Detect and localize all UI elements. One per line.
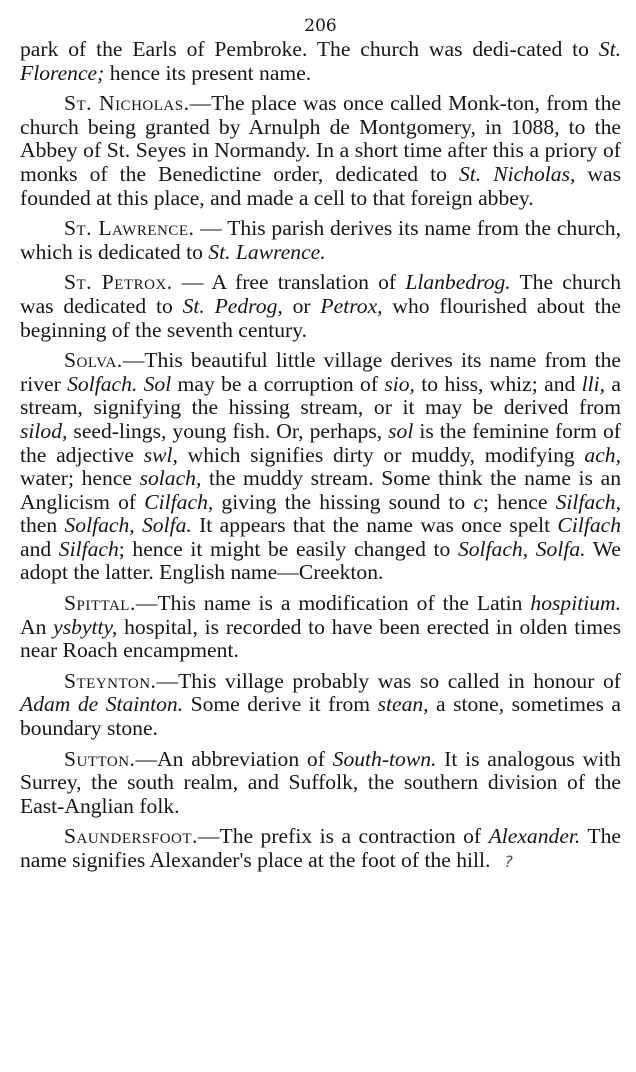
entry-heading: Saundersfoot. — [64, 824, 198, 849]
entry-heading: Spittal. — [64, 591, 136, 616]
paragraph-st-nicholas: St. Nicholas.—The place was once called Monk-ton, from the church being granted by Arnulph de Montgomery, in 1088, to the Abbey of St. Seyes in Normandy. In a short time after this a priory of monks of the Benedictine order, dedicated to St. Nicholas, was founded at this place, and made a cell to that foreign abbey. — [20, 91, 622, 210]
paragraph-st-petrox: St. Petrox. — A free translation of Llanbedrog. The church was dedicated to St. Pedrog, or Petrox, who flourished about the beginning of the seventh century. — [20, 270, 621, 342]
paragraph-steynton: Steynton.—This village probably was so called in honour of Adam de Stainton. Some derive it from stean, a stone, sometimes a boundary stone. — [20, 668, 621, 741]
entry-heading: St. Lawrence. — [64, 216, 195, 241]
paragraph-saundersfoot: Saundersfoot.—The prefix is a contraction of Alexander. The name signifies Alexander's place at the foot of the hill. ? — [20, 824, 621, 872]
pencil-annotation: ? — [504, 852, 513, 871]
page-number: 206 — [304, 16, 337, 36]
entry-heading: Steynton. — [64, 668, 157, 693]
entry-heading: Solva. — [64, 348, 123, 373]
paragraph-st-lawrence: St. Lawrence. — This parish derives its name from the church, which is dedicated to St. Lawrence. — [20, 216, 621, 264]
paragraph-solva: Solva.—This beautiful little village derives its name from the river Solfach. Sol may be a corruption of sio, to hiss, whiz; and lli, a stream, signifying the hissing stream, or it may be derived from silod, seed-lings, young fish. Or, perhaps, sol is the feminine form of the adjective swl, which signifies dirty or muddy, modifying ach, water; hence solach, the muddy stream. Some think the name is an Anglicism of Cilfach, giving the hissing sound to c; hence Silfach, then Solfach, Solfa. It appears that the name was once spelt Cilfach and Silfach; hence it might be easily changed to Solfach, Solfa. We adopt the latter. English name—Creekton. — [20, 348, 622, 585]
book-page — [20, 14, 621, 874]
entry-heading: St. Petrox. — [64, 270, 173, 295]
paragraph-spittal: Spittal.—This name is a modification of the Latin hospitium. An ysbytty, hospital, is recorded to have been erected in olden times near Roach encampment. — [20, 591, 621, 663]
entry-heading: Sutton. — [64, 746, 136, 771]
paragraph-continuation: park of the Earls of Pembroke. The church was dedi-cated to St. Florence; hence its present name. — [20, 37, 621, 85]
paragraph-sutton: Sutton.—An abbreviation of South-town. It is analogous with Surrey, the south realm, and Suffolk, the southern division of the East-Anglian folk. — [20, 746, 621, 818]
entry-heading: St. Nicholas. — [64, 91, 190, 116]
